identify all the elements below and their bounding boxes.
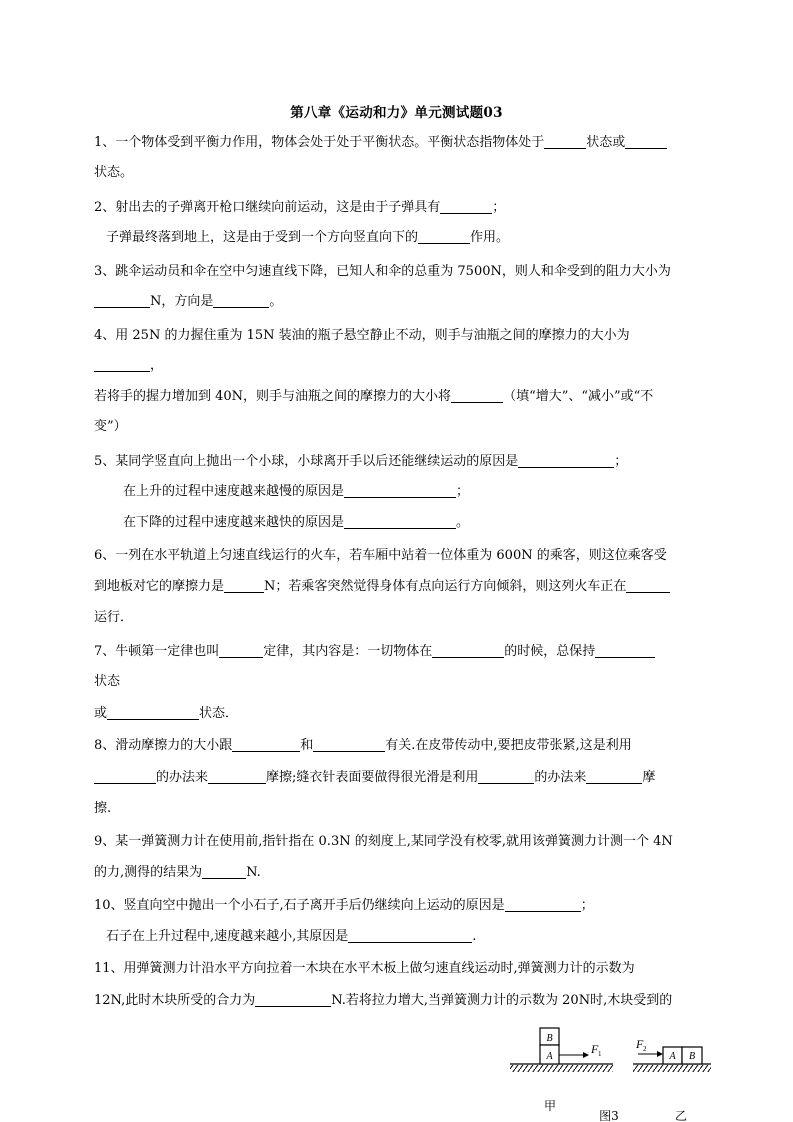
answer-blank[interactable]: [586, 769, 642, 784]
question-2-line-1: 2、射出去的子弹离开枪口继续向前运动，这是由于子弹具有 ；: [94, 200, 506, 215]
diagram-right-side-blocks: [633, 1037, 711, 1122]
answer-blank[interactable]: [625, 134, 667, 149]
force-f1-label: F: [591, 1042, 599, 1056]
question-10-line-2: 石子在上升过程中,速度越来越小,其原因是 .: [106, 929, 477, 944]
arrow-head-icon: [583, 1052, 589, 1058]
answer-blank[interactable]: [432, 643, 504, 658]
question-1-line-2: 状态。: [94, 165, 134, 180]
question-9-line-1: 9、某一弹簧测力计在使用前,指针指在 0.3N 的刻度上,某同学没有校零,就用该弹簧测力计测一个 4N: [94, 834, 673, 849]
answer-blank[interactable]: [94, 293, 150, 308]
answer-blank[interactable]: [232, 737, 300, 752]
question-9-line-2: 的力,测得的结果为 N.: [94, 865, 261, 880]
question-4-line-4: 变”）: [94, 419, 127, 434]
answer-blank[interactable]: [313, 737, 385, 752]
answer-blank[interactable]: [213, 293, 269, 308]
answer-blank[interactable]: [544, 134, 586, 149]
answer-blank[interactable]: [478, 769, 534, 784]
answer-blank[interactable]: [202, 864, 246, 879]
question-4-line-1: 4、用 25N 的力握住重为 15N 装油的瓶子悬空静止不动，则手与油瓶之间的摩擦力的大小为: [94, 328, 630, 343]
block-b-label: B: [546, 1033, 553, 1044]
answer-blank[interactable]: [505, 897, 581, 912]
question-5-line-1: 5、某同学竖直向上抛出一个小球，小球离开手以后还能继续运动的原因是 ；: [94, 454, 628, 469]
question-11-line-2: 12N,此时木块所受的合力为 N.若将拉力增大,当弹簧测力计的示数为 20N时,木块受到的: [94, 993, 673, 1008]
caption-yi: 乙: [674, 1109, 688, 1122]
caption-jia: 甲: [543, 1099, 557, 1113]
question-7-line-2: 状态: [94, 674, 121, 689]
question-10-line-1: 10、竖直向空中抛出一个小石子,石子离开手后仍继续向上运动的原因是 ；: [94, 898, 594, 913]
question-11-line-1: 11、用弹簧测力计沿水平方向拉着一木块在水平木板上做匀速直线运动时,弹簧测力计的示数为: [94, 961, 635, 976]
force-f2-subscript: 2: [643, 1045, 647, 1053]
question-5-line-3: 在下降的过程中速度越来越快的原因是 。: [123, 515, 470, 530]
figure-label: 图3: [599, 1109, 619, 1122]
answer-blank[interactable]: [94, 357, 150, 372]
answer-blank[interactable]: [344, 514, 456, 529]
page-title: 第八章《运动和力》单元测试题03: [290, 105, 503, 121]
question-4-line-3: 若将手的握力增加到 40N，则手与油瓶之间的摩擦力的大小将 （填“增大”、“减小”或“不: [94, 389, 654, 404]
answer-blank[interactable]: [344, 483, 456, 498]
force-f1-subscript: 1: [598, 1050, 602, 1058]
answer-blank[interactable]: [94, 769, 156, 784]
answer-blank[interactable]: [440, 199, 492, 214]
answer-blank[interactable]: [418, 229, 470, 244]
question-6-line-3: 运行．: [94, 610, 134, 625]
answer-blank[interactable]: [626, 578, 670, 593]
answer-blank[interactable]: [219, 643, 263, 658]
question-6-line-2: 到地板对它的摩擦力是 N；若乘客突然觉得身体有点向运行方向倾斜，则这列火车正在: [94, 577, 670, 597]
answer-blank[interactable]: [595, 643, 655, 658]
question-6-line-1: 6、一列在水平轨道上匀速直线运行的火车，若车厢中站着一位体重为 600N 的乘客，则这位乘客受: [94, 548, 667, 563]
question-3-line-1: 3、跳伞运动员和伞在空中匀速直线下降，已知人和伞的总重为 7500N，则人和伞受到的阻力大小为: [94, 264, 671, 279]
answer-blank[interactable]: [107, 705, 199, 720]
question-8-line-1: 8、滑动摩擦力的大小跟 和 有关.在皮带传动中,要把皮带张紧,这是利用: [94, 738, 632, 753]
question-5-line-2: 在上升的过程中速度越来越慢的原因是 ；: [123, 484, 470, 499]
diagram-left-stacked-blocks: [510, 1028, 613, 1113]
block-a-label: A: [546, 1051, 553, 1062]
question-7-line-3: 或 状态．: [94, 706, 239, 721]
block-a-label: A: [669, 1051, 676, 1062]
answer-blank[interactable]: [348, 928, 472, 943]
question-8-line-3: 擦.: [94, 801, 112, 816]
arrow-head-icon: [657, 1051, 663, 1057]
answer-blank[interactable]: [224, 578, 264, 593]
block-b-label: B: [688, 1051, 696, 1062]
question-2-line-2: 子弹最终落到地上，这是由于受到一个方向竖直向下的 作用。: [106, 230, 510, 245]
answer-blank[interactable]: [208, 769, 266, 784]
question-7-line-1: 7、牛顿第一定律也叫 定律，其内容是：一切物体在 的时候，总保持: [94, 642, 655, 662]
answer-blank[interactable]: [451, 388, 503, 403]
answer-blank[interactable]: [518, 453, 614, 468]
question-8-line-2: 的办法来 摩擦;缝衣针表面要做得很光滑是利用 的办法来 摩: [94, 768, 655, 788]
question-3-line-2: N，方向是 。: [94, 292, 282, 312]
force-f2-label: F: [636, 1037, 644, 1051]
question-1-line-1: 1、一个物体受到平衡力作用，物体会处于处于平衡状态。平衡状态指物体处于 状态或: [94, 133, 667, 153]
figure-3-blocks-diagram: [505, 1020, 715, 1122]
answer-blank[interactable]: [255, 992, 331, 1007]
question-4-line-2: ，: [94, 356, 163, 376]
